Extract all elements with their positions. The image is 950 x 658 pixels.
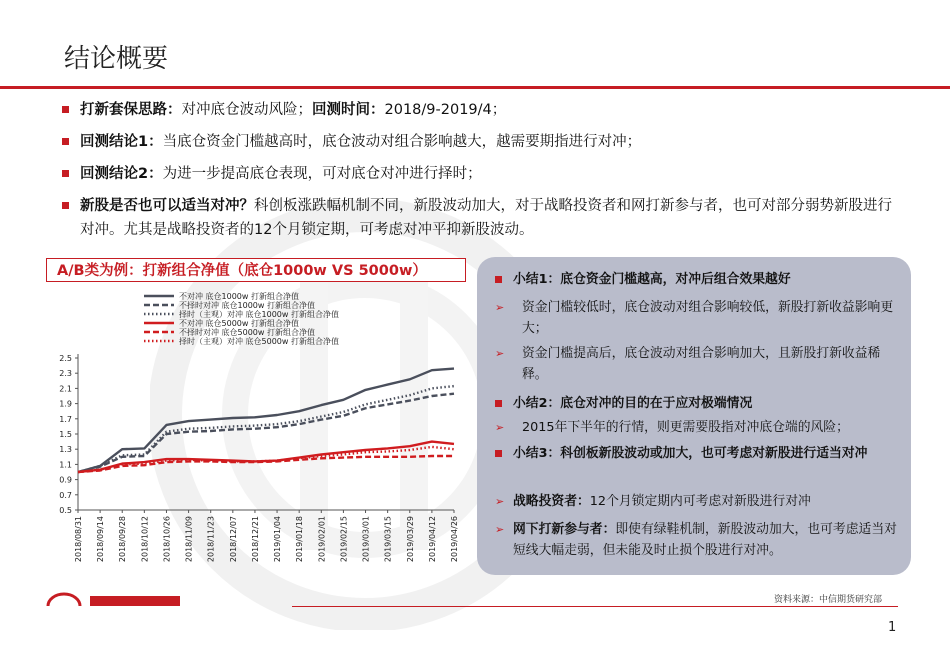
legend-label-2: 不择时对冲 底仓1000w 打新组合净值	[179, 301, 315, 310]
legend-label-1: 不对冲 底仓1000w 打新组合净值	[179, 292, 299, 301]
arrow-bullet-icon: ➢	[495, 301, 505, 314]
x-tick-label: 2019/01/18	[295, 516, 305, 563]
x-tick-label: 2019/03/29	[405, 516, 415, 563]
x-tick-label: 2019/03/15	[383, 516, 393, 563]
x-tick-label: 2018/08/31	[74, 516, 83, 563]
bullet-2: 回测结论1：当底仓资金门槛越高时，底仓波动对组合影响越大，越需要期指进行对冲；	[58, 130, 898, 154]
panel-item-5	[495, 417, 897, 438]
bullet-4: 新股是否也可以适当对冲？科创板涨跌幅机制不同，新股波动加大，对于战略投资者和网打新参与者，也可对部分弱势新股进行对冲。尤其是战略投资者的12个月锁定期，可考虑对冲平抑新股波动。	[58, 194, 898, 242]
x-tick-label: 2018/10/26	[162, 516, 172, 563]
panel-item-text: 网下打新参与者：即使有绿鞋机制，新股波动加大，也可考虑适当对短线大幅走弱，但未能及时止损个股进行对冲。	[513, 522, 897, 558]
y-tick-label: 0.5	[59, 506, 72, 515]
y-tick-label: 1.1	[59, 460, 72, 470]
panel-item-text: 战略投资者：12个月锁定期内可考虑对新股进行对冲	[513, 494, 811, 509]
panel-item-text: 小结3：科创板新股波动或加大，也可考虑对新股进行适当对冲	[513, 446, 868, 461]
source-note: 资料来源：中信期货研究部	[774, 595, 883, 605]
x-tick-label: 2018/12/21	[250, 516, 260, 563]
panel-item-text: 小结1：底仓资金门槛越高，对冲后组合效果越好	[513, 272, 791, 287]
x-tick-label: 2019/02/01	[317, 516, 327, 563]
red-square-bullet-icon	[495, 276, 502, 283]
bullet-1: 打新套保思路：对冲底仓波动风险；回测时间：2018/9-2019/4；	[58, 98, 898, 122]
red-square-bullet-icon	[495, 450, 502, 457]
page-number: 1	[888, 620, 897, 635]
panel-item-1	[495, 269, 897, 290]
legend-label-5: 不择时对冲 底仓5000w 打新组合净值	[179, 328, 315, 337]
series-line-6	[78, 447, 454, 472]
panel-item-8	[495, 519, 897, 561]
x-tick-label: 2018/10/12	[140, 516, 150, 563]
page-title: 结论概要	[64, 44, 169, 74]
x-tick-label: 2018/09/14	[96, 516, 106, 563]
panel-item-7	[495, 491, 897, 512]
x-tick-label: 2019/01/04	[273, 516, 283, 563]
y-tick-label: 1.9	[59, 399, 72, 409]
chart-title: A/B类为例：打新组合净值（底仓1000w VS 5000w）	[46, 258, 466, 282]
y-tick-label: 0.9	[59, 475, 72, 485]
x-tick-label: 2018/12/07	[228, 516, 238, 563]
panel-item-text: 小结2：底仓对冲的目的在于应对极端情况	[513, 396, 753, 411]
y-tick-label: 1.7	[59, 414, 72, 424]
arrow-bullet-icon: ➢	[495, 421, 505, 434]
x-tick-label: 2019/02/15	[339, 516, 349, 563]
panel-item-4	[495, 393, 897, 414]
legend-label-6: 择时（主观）对冲 底仓5000w 打新组合净值	[179, 337, 339, 346]
y-tick-label: 2.3	[59, 369, 72, 379]
summary-bullets	[58, 98, 898, 250]
footer-rule	[292, 606, 898, 607]
arrow-bullet-icon: ➢	[495, 347, 505, 360]
y-tick-label: 0.7	[59, 490, 72, 500]
x-tick-label: 2018/11/23	[206, 516, 216, 563]
arrow-bullet-icon: ➢	[495, 495, 505, 508]
title-rule	[0, 86, 950, 89]
panel-item-text: 资金门槛较低时，底仓波动对组合影响较低，新股打新收益影响更大；	[522, 300, 894, 336]
x-tick-label: 2019/04/12	[427, 516, 437, 563]
y-tick-label: 1.3	[59, 445, 72, 455]
x-tick-label: 2019/03/01	[361, 516, 371, 563]
panel-item-2	[495, 297, 897, 339]
bullet-3: 回测结论2：为进一步提高底仓表现，可对底仓对冲进行择时；	[58, 162, 898, 186]
y-tick-label: 2.5	[59, 354, 72, 363]
x-tick-label: 2018/11/09	[184, 516, 194, 563]
legend-label-3: 择时（主观）对冲 底仓1000w 打新组合净值	[179, 310, 339, 319]
arrow-bullet-icon: ➢	[495, 523, 505, 536]
legend-label-4: 不对冲 底仓5000w 打新组合净值	[179, 319, 299, 328]
panel-item-text: 2015年下半年的行情，则更需要股指对冲底仓端的风险；	[522, 420, 849, 435]
red-square-bullet-icon	[495, 400, 502, 407]
x-tick-label: 2019/04/26	[450, 516, 459, 563]
panel-item-3	[495, 343, 897, 385]
x-tick-label: 2018/09/28	[118, 516, 128, 563]
nav-line-chart	[46, 284, 466, 592]
company-logo-icon	[46, 590, 196, 606]
panel-item-text: 资金门槛提高后，底仓波动对组合影响加大，且新股打新收益稀释。	[522, 346, 881, 382]
y-tick-label: 2.1	[59, 384, 72, 394]
y-tick-label: 1.5	[59, 430, 72, 439]
conclusion-panel	[477, 257, 911, 575]
panel-item-6	[495, 443, 897, 464]
